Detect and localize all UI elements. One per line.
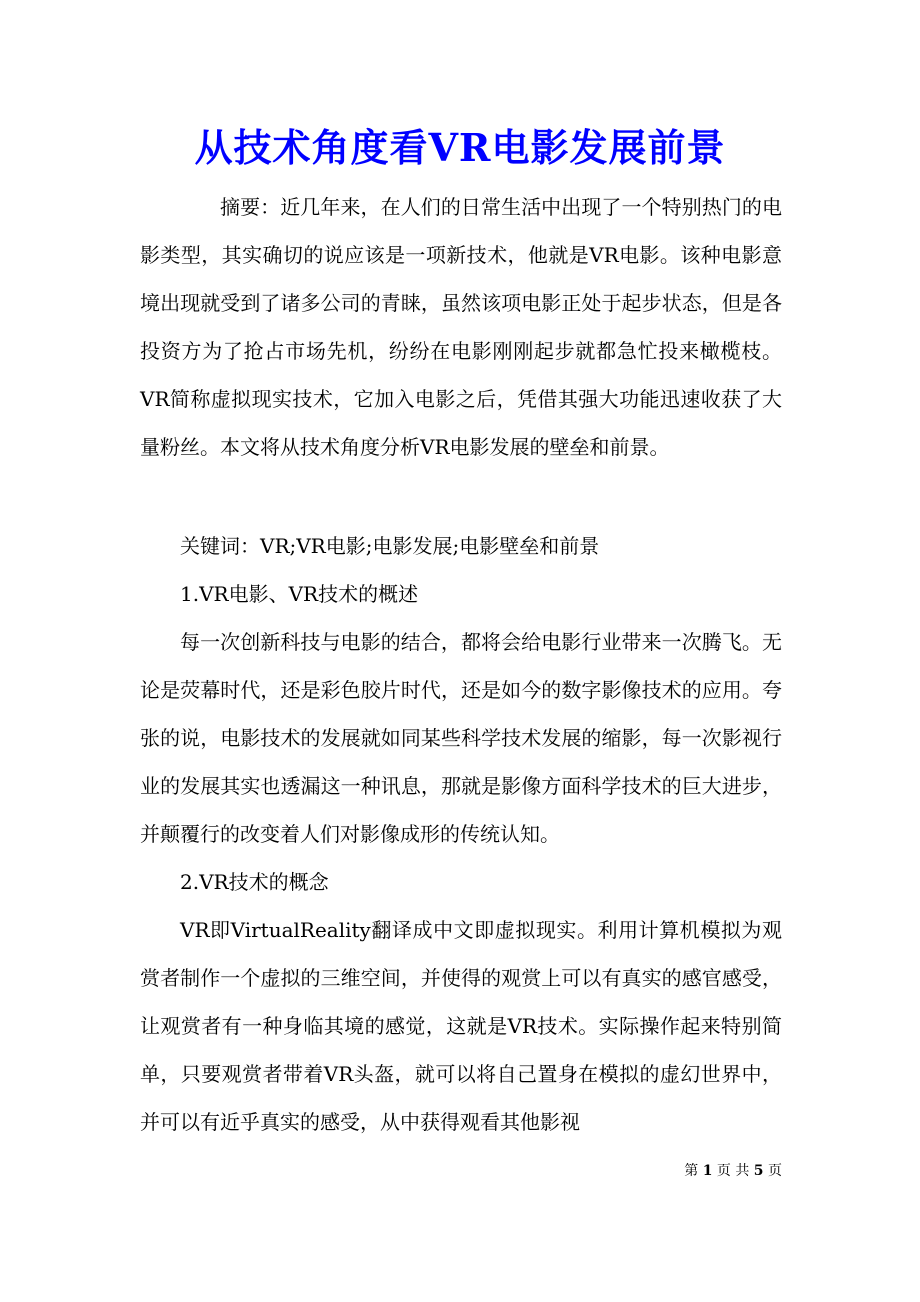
section-1-heading: 1.VR电影、VR技术的概述 (180, 582, 419, 606)
section-2-paragraph: VR即VirtualReality翻译成中文即虚拟现实。利用计算机模拟为观赏者制作一个虚拟的三维空间，并使得的观赏上可以有真实的感官感受，让观赏者有一种身临其境的感觉，这就是VR技术。实际操作起来特别简单，只要观赏者带着VR头盔，就可以将自己置身在模拟的虚幻世界中，并可以有近乎真实的感受，从中获得观看其他影视 (140, 918, 782, 1134)
abstract-section (140, 183, 782, 471)
section-1-paragraph: 每一次创新科技与电影的结合，都将会给电影行业带来一次腾飞。无论是荧幕时代，还是彩色胶片时代，还是如今的数字影像技术的应用。夸张的说，电影技术的发展就如同某些科学技术发展的缩影，每一次影视行业的发展其实也透漏这一种讯息，那就是影像方面科学技术的巨大进步，并颠覆行的改变着人们对影像成形的传统认知。 (140, 630, 782, 846)
section-1-heading-block (140, 570, 782, 618)
page-number-footer (0, 1161, 782, 1181)
page-suffix: 页 (768, 1163, 782, 1179)
section-1-body (140, 618, 782, 858)
page-prefix: 第 (684, 1163, 699, 1179)
section-2-body (140, 906, 782, 1146)
section-2-heading: 2.VR技术的概念 (180, 870, 329, 894)
section-2-heading-block (140, 858, 782, 906)
current-page-number: 1 (702, 1163, 713, 1179)
document-title: 从技术角度看VR电影发展前景 (194, 125, 726, 170)
abstract-paragraph: 摘要：近几年来，在人们的日常生活中出现了一个特别热门的电影类型，其实确切的说应该是一项新技术，他就是VR电影。该种电影意境出现就受到了诸多公司的青睐，虽然该项电影正处于起步状态，但是各投资方为了抢占市场先机，纷纷在电影刚刚起步就都急忙投来橄榄枝。VR简称虚拟现实技术，它加入电影之后，凭借其强大功能迅速收获了大量粉丝。本文将从技术角度分析VR电影发展的壁垒和前景。 (140, 195, 782, 459)
keywords-section (140, 522, 782, 570)
keywords-line: 关键词：VR;VR电影;电影发展;电影壁垒和前景 (180, 534, 600, 558)
total-pages-number: 5 (753, 1163, 764, 1179)
page-middle: 页 共 (716, 1163, 750, 1179)
